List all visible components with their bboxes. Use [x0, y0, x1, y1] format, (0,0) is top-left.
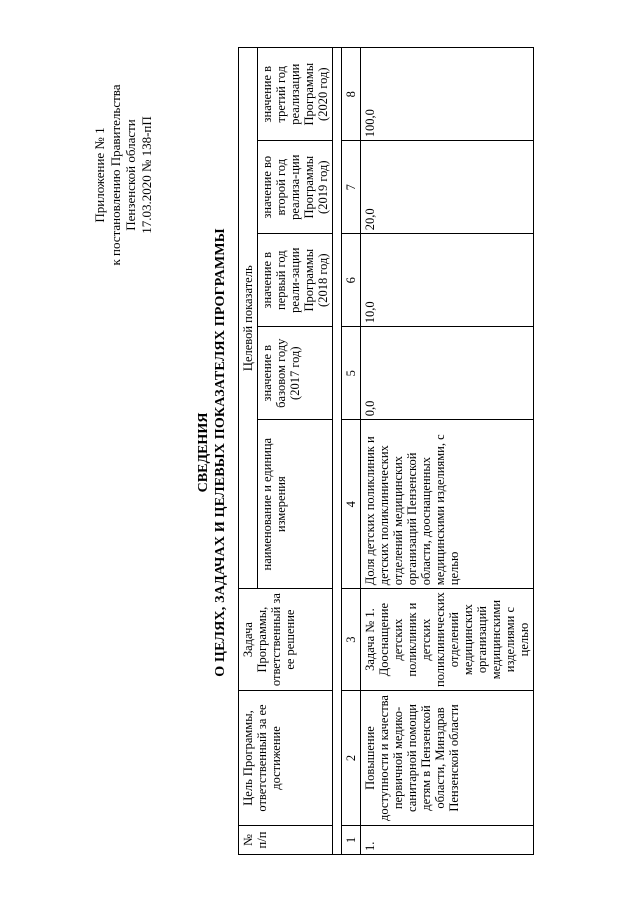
index-cell: 8 — [342, 48, 361, 141]
header-year-2: значение во второй год реализа-ции Программы (2019 год) — [258, 141, 333, 234]
appendix-line-1: Приложение № 1 — [92, 127, 107, 223]
table-row — [361, 48, 534, 855]
header-year-3: значение в третий год реализации Программы (2020 год) — [258, 48, 333, 141]
row-task: Задача № 1. Дооснащение детских поликлиник и детских поликлинических отделений медицинских организаций медицинскими изделиями с целью — [361, 589, 534, 691]
appendix-line-4: 17.03.2020 № 138-пП — [138, 116, 154, 234]
index-cell: 7 — [342, 141, 361, 234]
header-goal: Цель Программы, ответственный за ее достижение — [239, 691, 333, 826]
separator-row — [333, 48, 342, 855]
header-num: № п/п — [239, 826, 333, 855]
row-base-value: 0,0 — [361, 327, 534, 420]
row-year-3-value: 100,0 — [361, 48, 534, 141]
appendix-block — [92, 25, 154, 325]
index-cell: 4 — [342, 420, 361, 589]
goals-table — [238, 47, 534, 855]
document-subtitle: О ЦЕЛЯХ, ЗАДАЧАХ И ЦЕЛЕВЫХ ПОКАЗАТЕЛЯХ ПРОГРАММЫ — [213, 228, 228, 677]
row-year-1-value: 10,0 — [361, 234, 534, 327]
document-title: СВЕДЕНИЯ — [196, 412, 211, 493]
index-row — [342, 48, 361, 855]
header-year-1: значение в первый год реали-зации Программы (2018 год) — [258, 234, 333, 327]
row-num: 1. — [361, 826, 534, 855]
appendix-line-3: Пензенской области — [123, 119, 138, 231]
row-indicator: Доля детских поликлиник и детских поликлинических отделений медицинских организаций Пензенской области, дооснащенных медицинскими изделиями, с целью — [361, 420, 534, 589]
header-target-group: Целевой показатель — [239, 48, 258, 589]
index-cell: 3 — [342, 589, 361, 691]
header-row — [239, 48, 258, 855]
index-cell: 1 — [342, 826, 361, 855]
header-base-year: значение в базовом году (2017 год) — [258, 327, 333, 420]
index-cell: 6 — [342, 234, 361, 327]
appendix-line-2: к постановлению Правительства — [107, 84, 123, 266]
row-goal: Повышение доступности и качества первичной медико-санитарной помощи детям в Пензенской области, Минздрав Пензенской области — [361, 691, 534, 826]
row-year-2-value: 20,0 — [361, 141, 534, 234]
index-cell: 2 — [342, 691, 361, 826]
header-indicator: наименование и единица измерения — [258, 420, 333, 589]
header-task: Задача Программы, ответственный за ее решение — [239, 589, 333, 691]
separator-cell — [333, 48, 342, 855]
index-cell: 5 — [342, 327, 361, 420]
